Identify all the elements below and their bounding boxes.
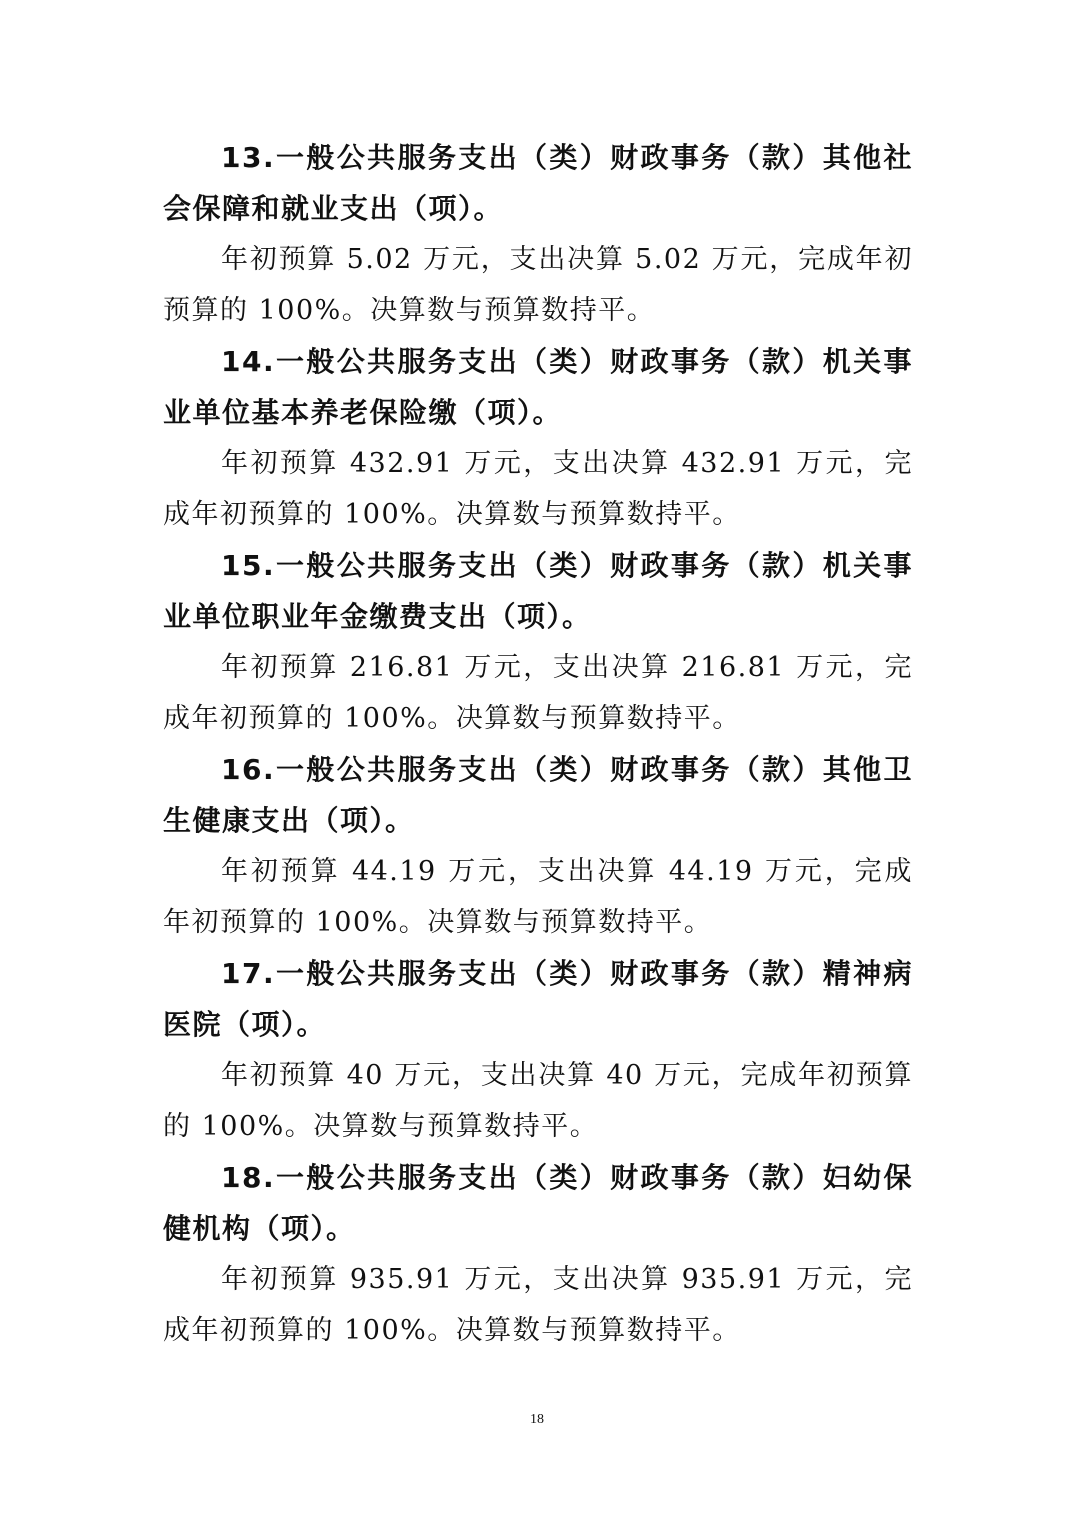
section-heading: 13.一般公共服务支出（类）财政事务（款）其他社会保障和就业支出（项）。 — [163, 141, 913, 225]
section-body: 年初预算 44.19 万元，支出决算 44.19 万元，完成年初预算的 100%。决算数与预算数持平。 — [163, 856, 913, 938]
section-14 — [163, 336, 913, 540]
section-17 — [163, 948, 913, 1152]
section-body: 年初预算 216.81 万元，支出决算 216.81 万元，完成年初预算的 100%。决算数与预算数持平。 — [163, 652, 913, 734]
section-heading: 14.一般公共服务支出（类）财政事务（款）机关事业单位基本养老保险缴（项）。 — [163, 345, 913, 429]
section-body: 年初预算 40 万元，支出决算 40 万元，完成年初预算的 100%。决算数与预算数持平。 — [163, 1060, 913, 1142]
section-13 — [163, 132, 913, 336]
section-body: 年初预算 432.91 万元，支出决算 432.91 万元，完成年初预算的 100%。决算数与预算数持平。 — [163, 448, 913, 530]
document-content — [163, 132, 913, 1356]
section-body: 年初预算 5.02 万元，支出决算 5.02 万元，完成年初预算的 100%。决算数与预算数持平。 — [163, 244, 913, 326]
page-number: 18 — [530, 1412, 544, 1427]
section-18 — [163, 1152, 913, 1356]
section-heading: 17.一般公共服务支出（类）财政事务（款）精神病医院（项）。 — [163, 957, 913, 1041]
section-16 — [163, 744, 913, 948]
section-body: 年初预算 935.91 万元，支出决算 935.91 万元，完成年初预算的 100%。决算数与预算数持平。 — [163, 1264, 913, 1346]
section-heading: 15.一般公共服务支出（类）财政事务（款）机关事业单位职业年金缴费支出（项）。 — [163, 549, 913, 633]
section-heading: 16.一般公共服务支出（类）财政事务（款）其他卫生健康支出（项）。 — [163, 753, 913, 837]
section-15 — [163, 540, 913, 744]
section-heading: 18.一般公共服务支出（类）财政事务（款）妇幼保健机构（项）。 — [163, 1161, 913, 1245]
